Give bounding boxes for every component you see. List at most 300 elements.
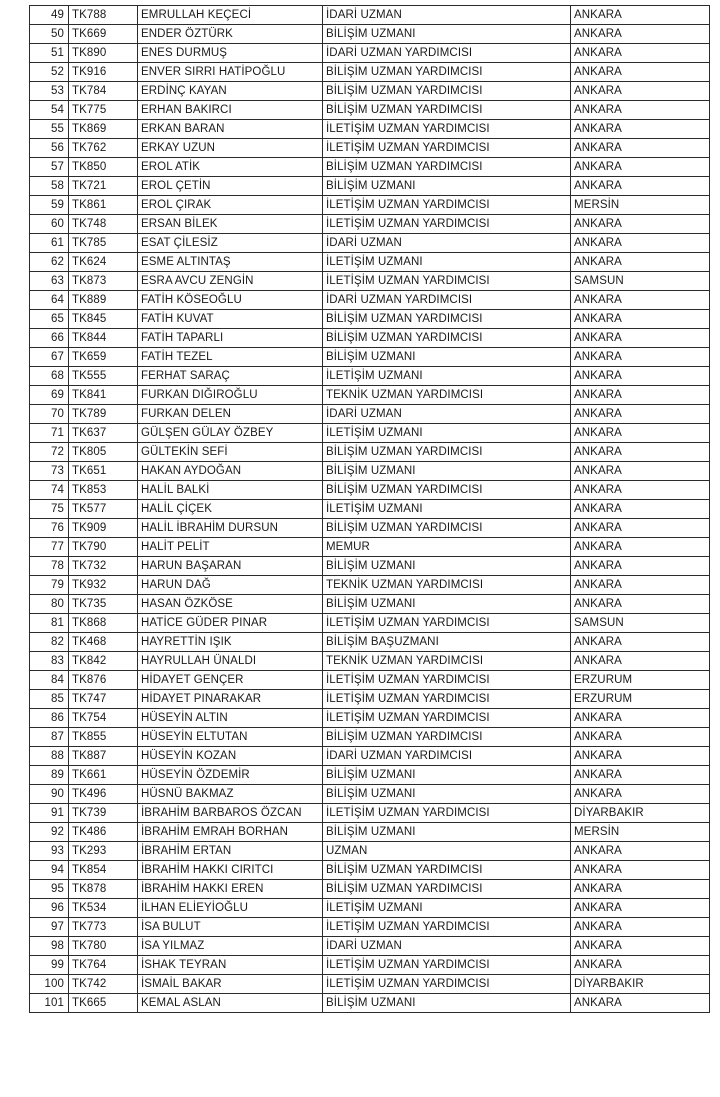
- job-title-cell: BİLİŞİM UZMANI: [323, 785, 571, 804]
- personnel-name-cell: HÜSEYİN ALTIN: [138, 709, 323, 728]
- city-cell: ANKARA: [571, 6, 710, 25]
- table-row: [30, 576, 710, 595]
- city-cell: DİYARBAKIR: [571, 804, 710, 823]
- city-cell: ANKARA: [571, 82, 710, 101]
- city-cell: ANKARA: [571, 747, 710, 766]
- city-cell: DİYARBAKIR: [571, 975, 710, 994]
- job-title-cell: İLETİŞİM UZMANI: [323, 424, 571, 443]
- row-number-cell: 51: [30, 44, 69, 63]
- row-number-cell: 83: [30, 652, 69, 671]
- personnel-code-cell: TK784: [69, 82, 138, 101]
- city-cell: ANKARA: [571, 215, 710, 234]
- job-title-cell: İLETİŞİM UZMAN YARDIMCISI: [323, 139, 571, 158]
- table-row: [30, 177, 710, 196]
- personnel-name-cell: ENDER ÖZTÜRK: [138, 25, 323, 44]
- row-number-cell: 94: [30, 861, 69, 880]
- row-number-cell: 97: [30, 918, 69, 937]
- table-row: [30, 614, 710, 633]
- table-row: [30, 63, 710, 82]
- personnel-name-cell: HALİL İBRAHİM DURSUN: [138, 519, 323, 538]
- personnel-name-cell: ERHAN BAKIRCI: [138, 101, 323, 120]
- row-number-cell: 53: [30, 82, 69, 101]
- table-row: [30, 82, 710, 101]
- job-title-cell: İLETİŞİM UZMAN YARDIMCISI: [323, 956, 571, 975]
- table-row: [30, 785, 710, 804]
- personnel-name-cell: HÜSEYİN KOZAN: [138, 747, 323, 766]
- job-title-cell: UZMAN: [323, 842, 571, 861]
- row-number-cell: 89: [30, 766, 69, 785]
- personnel-code-cell: TK850: [69, 158, 138, 177]
- row-number-cell: 77: [30, 538, 69, 557]
- city-cell: MERSİN: [571, 196, 710, 215]
- city-cell: ANKARA: [571, 842, 710, 861]
- personnel-code-cell: TK735: [69, 595, 138, 614]
- row-number-cell: 72: [30, 443, 69, 462]
- job-title-cell: İLETİŞİM UZMAN YARDIMCISI: [323, 120, 571, 139]
- city-cell: ANKARA: [571, 462, 710, 481]
- row-number-cell: 84: [30, 671, 69, 690]
- personnel-name-cell: ERKAY UZUN: [138, 139, 323, 158]
- row-number-cell: 82: [30, 633, 69, 652]
- job-title-cell: İDARİ UZMAN YARDIMCISI: [323, 747, 571, 766]
- city-cell: ANKARA: [571, 519, 710, 538]
- city-cell: ANKARA: [571, 880, 710, 899]
- row-number-cell: 92: [30, 823, 69, 842]
- table-row: [30, 994, 710, 1013]
- personnel-name-cell: HÜSEYİN ÖZDEMİR: [138, 766, 323, 785]
- table-row: [30, 880, 710, 899]
- personnel-name-cell: FATİH KÖSEOĞLU: [138, 291, 323, 310]
- personnel-code-cell: TK878: [69, 880, 138, 899]
- city-cell: ANKARA: [571, 557, 710, 576]
- job-title-cell: BİLİŞİM UZMANI: [323, 462, 571, 481]
- table-row: [30, 481, 710, 500]
- personnel-name-cell: HALİL ÇİÇEK: [138, 500, 323, 519]
- city-cell: ANKARA: [571, 633, 710, 652]
- job-title-cell: İDARİ UZMAN YARDIMCISI: [323, 44, 571, 63]
- job-title-cell: BİLİŞİM UZMAN YARDIMCISI: [323, 519, 571, 538]
- personnel-name-cell: İSA YILMAZ: [138, 937, 323, 956]
- table-row: [30, 234, 710, 253]
- personnel-code-cell: TK624: [69, 253, 138, 272]
- job-title-cell: İLETİŞİM UZMAN YARDIMCISI: [323, 215, 571, 234]
- city-cell: ANKARA: [571, 538, 710, 557]
- table-row: [30, 348, 710, 367]
- job-title-cell: BİLİŞİM UZMANI: [323, 595, 571, 614]
- row-number-cell: 55: [30, 120, 69, 139]
- personnel-code-cell: TK887: [69, 747, 138, 766]
- row-number-cell: 74: [30, 481, 69, 500]
- row-number-cell: 101: [30, 994, 69, 1013]
- row-number-cell: 64: [30, 291, 69, 310]
- job-title-cell: İDARİ UZMAN: [323, 234, 571, 253]
- personnel-name-cell: HAYRETTİN IŞIK: [138, 633, 323, 652]
- personnel-code-cell: TK742: [69, 975, 138, 994]
- table-row: [30, 861, 710, 880]
- row-number-cell: 99: [30, 956, 69, 975]
- row-number-cell: 58: [30, 177, 69, 196]
- row-number-cell: 81: [30, 614, 69, 633]
- row-number-cell: 75: [30, 500, 69, 519]
- job-title-cell: İLETİŞİM UZMAN YARDIMCISI: [323, 196, 571, 215]
- table-row: [30, 253, 710, 272]
- table-row: [30, 329, 710, 348]
- personnel-name-cell: ENVER SIRRI HATİPOĞLU: [138, 63, 323, 82]
- job-title-cell: BİLİŞİM UZMAN YARDIMCISI: [323, 82, 571, 101]
- row-number-cell: 78: [30, 557, 69, 576]
- personnel-name-cell: HARUN DAĞ: [138, 576, 323, 595]
- personnel-code-cell: TK555: [69, 367, 138, 386]
- personnel-code-cell: TK739: [69, 804, 138, 823]
- table-row: [30, 690, 710, 709]
- city-cell: ANKARA: [571, 443, 710, 462]
- city-cell: ANKARA: [571, 291, 710, 310]
- city-cell: ANKARA: [571, 937, 710, 956]
- row-number-cell: 68: [30, 367, 69, 386]
- job-title-cell: BİLİŞİM UZMAN YARDIMCISI: [323, 728, 571, 747]
- city-cell: ANKARA: [571, 481, 710, 500]
- city-cell: ANKARA: [571, 899, 710, 918]
- city-cell: ANKARA: [571, 424, 710, 443]
- personnel-name-cell: HARUN BAŞARAN: [138, 557, 323, 576]
- personnel-code-cell: TK669: [69, 25, 138, 44]
- table-row: [30, 6, 710, 25]
- city-cell: ANKARA: [571, 709, 710, 728]
- row-number-cell: 67: [30, 348, 69, 367]
- personnel-name-cell: HALİL BALKİ: [138, 481, 323, 500]
- personnel-name-cell: İSA BULUT: [138, 918, 323, 937]
- personnel-code-cell: TK788: [69, 6, 138, 25]
- city-cell: ANKARA: [571, 500, 710, 519]
- job-title-cell: BİLİŞİM UZMAN YARDIMCISI: [323, 481, 571, 500]
- table-row: [30, 443, 710, 462]
- row-number-cell: 88: [30, 747, 69, 766]
- table-row: [30, 956, 710, 975]
- row-number-cell: 93: [30, 842, 69, 861]
- row-number-cell: 87: [30, 728, 69, 747]
- personnel-code-cell: TK721: [69, 177, 138, 196]
- row-number-cell: 79: [30, 576, 69, 595]
- job-title-cell: TEKNİK UZMAN YARDIMCISI: [323, 386, 571, 405]
- city-cell: ANKARA: [571, 386, 710, 405]
- row-number-cell: 95: [30, 880, 69, 899]
- job-title-cell: BİLİŞİM UZMANI: [323, 557, 571, 576]
- city-cell: ANKARA: [571, 348, 710, 367]
- personnel-list-document: [29, 5, 709, 1013]
- job-title-cell: İLETİŞİM UZMANI: [323, 367, 571, 386]
- personnel-code-cell: TK577: [69, 500, 138, 519]
- row-number-cell: 80: [30, 595, 69, 614]
- table-row: [30, 804, 710, 823]
- row-number-cell: 96: [30, 899, 69, 918]
- table-row: [30, 842, 710, 861]
- personnel-name-cell: FURKAN DIĞIROĞLU: [138, 386, 323, 405]
- row-number-cell: 69: [30, 386, 69, 405]
- personnel-name-cell: HAKAN AYDOĞAN: [138, 462, 323, 481]
- personnel-name-cell: İSHAK TEYRAN: [138, 956, 323, 975]
- job-title-cell: BİLİŞİM UZMAN YARDIMCISI: [323, 63, 571, 82]
- table-row: [30, 424, 710, 443]
- job-title-cell: BİLİŞİM UZMAN YARDIMCISI: [323, 101, 571, 120]
- personnel-table-body: [30, 6, 710, 1013]
- city-cell: ANKARA: [571, 766, 710, 785]
- row-number-cell: 65: [30, 310, 69, 329]
- table-row: [30, 747, 710, 766]
- personnel-name-cell: FATİH TEZEL: [138, 348, 323, 367]
- personnel-name-cell: EROL ÇIRAK: [138, 196, 323, 215]
- personnel-code-cell: TK748: [69, 215, 138, 234]
- city-cell: ANKARA: [571, 994, 710, 1013]
- personnel-name-cell: ENES DURMUŞ: [138, 44, 323, 63]
- personnel-code-cell: TK775: [69, 101, 138, 120]
- table-row: [30, 899, 710, 918]
- table-row: [30, 557, 710, 576]
- table-row: [30, 367, 710, 386]
- personnel-code-cell: TK773: [69, 918, 138, 937]
- job-title-cell: BİLİŞİM UZMANI: [323, 994, 571, 1013]
- personnel-name-cell: ESME ALTINTAŞ: [138, 253, 323, 272]
- city-cell: SAMSUN: [571, 272, 710, 291]
- personnel-name-cell: ESRA AVCU ZENGİN: [138, 272, 323, 291]
- personnel-code-cell: TK651: [69, 462, 138, 481]
- job-title-cell: BİLİŞİM UZMANI: [323, 177, 571, 196]
- city-cell: ANKARA: [571, 576, 710, 595]
- city-cell: ANKARA: [571, 253, 710, 272]
- personnel-name-cell: FATİH TAPARLI: [138, 329, 323, 348]
- city-cell: ERZURUM: [571, 690, 710, 709]
- personnel-name-cell: İBRAHİM ERTAN: [138, 842, 323, 861]
- job-title-cell: İLETİŞİM UZMAN YARDIMCISI: [323, 709, 571, 728]
- job-title-cell: İLETİŞİM UZMAN YARDIMCISI: [323, 918, 571, 937]
- personnel-code-cell: TK732: [69, 557, 138, 576]
- table-row: [30, 519, 710, 538]
- city-cell: ANKARA: [571, 329, 710, 348]
- personnel-code-cell: TK534: [69, 899, 138, 918]
- row-number-cell: 98: [30, 937, 69, 956]
- job-title-cell: İLETİŞİM UZMAN YARDIMCISI: [323, 614, 571, 633]
- row-number-cell: 70: [30, 405, 69, 424]
- personnel-code-cell: TK873: [69, 272, 138, 291]
- personnel-name-cell: İBRAHİM HAKKI CIRITCI: [138, 861, 323, 880]
- personnel-code-cell: TK861: [69, 196, 138, 215]
- city-cell: ANKARA: [571, 234, 710, 253]
- city-cell: ANKARA: [571, 120, 710, 139]
- personnel-name-cell: GÜLŞEN GÜLAY ÖZBEY: [138, 424, 323, 443]
- table-row: [30, 766, 710, 785]
- table-row: [30, 291, 710, 310]
- row-number-cell: 56: [30, 139, 69, 158]
- job-title-cell: BİLİŞİM UZMAN YARDIMCISI: [323, 880, 571, 899]
- city-cell: ANKARA: [571, 63, 710, 82]
- row-number-cell: 85: [30, 690, 69, 709]
- city-cell: ANKARA: [571, 785, 710, 804]
- personnel-code-cell: TK909: [69, 519, 138, 538]
- city-cell: ANKARA: [571, 861, 710, 880]
- row-number-cell: 71: [30, 424, 69, 443]
- table-row: [30, 652, 710, 671]
- table-row: [30, 196, 710, 215]
- job-title-cell: BİLİŞİM UZMANI: [323, 823, 571, 842]
- city-cell: ANKARA: [571, 367, 710, 386]
- personnel-code-cell: TK841: [69, 386, 138, 405]
- row-number-cell: 86: [30, 709, 69, 728]
- table-row: [30, 101, 710, 120]
- job-title-cell: BİLİŞİM UZMAN YARDIMCISI: [323, 443, 571, 462]
- job-title-cell: İLETİŞİM UZMAN YARDIMCISI: [323, 671, 571, 690]
- personnel-code-cell: TK869: [69, 120, 138, 139]
- personnel-code-cell: TK890: [69, 44, 138, 63]
- table-row: [30, 386, 710, 405]
- city-cell: ANKARA: [571, 405, 710, 424]
- table-row: [30, 709, 710, 728]
- job-title-cell: MEMUR: [323, 538, 571, 557]
- city-cell: ANKARA: [571, 652, 710, 671]
- personnel-name-cell: EROL ATİK: [138, 158, 323, 177]
- personnel-code-cell: TK868: [69, 614, 138, 633]
- row-number-cell: 90: [30, 785, 69, 804]
- personnel-name-cell: İBRAHİM EMRAH BORHAN: [138, 823, 323, 842]
- personnel-name-cell: EROL ÇETİN: [138, 177, 323, 196]
- personnel-name-cell: İSMAİL BAKAR: [138, 975, 323, 994]
- row-number-cell: 49: [30, 6, 69, 25]
- table-row: [30, 595, 710, 614]
- job-title-cell: TEKNİK UZMAN YARDIMCISI: [323, 576, 571, 595]
- personnel-name-cell: İBRAHİM BARBAROS ÖZCAN: [138, 804, 323, 823]
- personnel-code-cell: TK805: [69, 443, 138, 462]
- personnel-table: [29, 5, 710, 1013]
- personnel-code-cell: TK853: [69, 481, 138, 500]
- city-cell: ANKARA: [571, 177, 710, 196]
- table-row: [30, 671, 710, 690]
- table-row: [30, 937, 710, 956]
- table-row: [30, 44, 710, 63]
- personnel-name-cell: HÜSEYİN ELTUTAN: [138, 728, 323, 747]
- job-title-cell: TEKNİK UZMAN YARDIMCISI: [323, 652, 571, 671]
- personnel-code-cell: TK789: [69, 405, 138, 424]
- row-number-cell: 62: [30, 253, 69, 272]
- personnel-code-cell: TK764: [69, 956, 138, 975]
- job-title-cell: İDARİ UZMAN YARDIMCISI: [323, 291, 571, 310]
- table-row: [30, 139, 710, 158]
- row-number-cell: 52: [30, 63, 69, 82]
- personnel-name-cell: HAYRULLAH ÜNALDI: [138, 652, 323, 671]
- job-title-cell: İLETİŞİM UZMAN YARDIMCISI: [323, 690, 571, 709]
- city-cell: ANKARA: [571, 158, 710, 177]
- table-row: [30, 975, 710, 994]
- city-cell: ANKARA: [571, 139, 710, 158]
- personnel-name-cell: İBRAHİM HAKKI EREN: [138, 880, 323, 899]
- job-title-cell: BİLİŞİM UZMANI: [323, 766, 571, 785]
- table-row: [30, 500, 710, 519]
- city-cell: MERSİN: [571, 823, 710, 842]
- personnel-name-cell: FURKAN DELEN: [138, 405, 323, 424]
- table-row: [30, 215, 710, 234]
- city-cell: ANKARA: [571, 918, 710, 937]
- city-cell: ERZURUM: [571, 671, 710, 690]
- personnel-code-cell: TK780: [69, 937, 138, 956]
- personnel-code-cell: TK468: [69, 633, 138, 652]
- city-cell: ANKARA: [571, 44, 710, 63]
- city-cell: ANKARA: [571, 310, 710, 329]
- personnel-code-cell: TK854: [69, 861, 138, 880]
- job-title-cell: İLETİŞİM UZMANI: [323, 253, 571, 272]
- personnel-name-cell: ERDİNÇ KAYAN: [138, 82, 323, 101]
- row-number-cell: 60: [30, 215, 69, 234]
- table-row: [30, 120, 710, 139]
- job-title-cell: BİLİŞİM UZMAN YARDIMCISI: [323, 329, 571, 348]
- personnel-code-cell: TK785: [69, 234, 138, 253]
- job-title-cell: İDARİ UZMAN: [323, 6, 571, 25]
- table-row: [30, 538, 710, 557]
- row-number-cell: 50: [30, 25, 69, 44]
- personnel-code-cell: TK844: [69, 329, 138, 348]
- table-row: [30, 823, 710, 842]
- personnel-name-cell: HİDAYET PINARAKAR: [138, 690, 323, 709]
- job-title-cell: İLETİŞİM UZMANI: [323, 500, 571, 519]
- job-title-cell: BİLİŞİM UZMANI: [323, 348, 571, 367]
- job-title-cell: İLETİŞİM UZMANI: [323, 899, 571, 918]
- personnel-name-cell: HÜSNÜ BAKMAZ: [138, 785, 323, 804]
- table-row: [30, 633, 710, 652]
- personnel-code-cell: TK496: [69, 785, 138, 804]
- job-title-cell: İDARİ UZMAN: [323, 937, 571, 956]
- personnel-name-cell: HİDAYET GENÇER: [138, 671, 323, 690]
- personnel-name-cell: ERKAN BARAN: [138, 120, 323, 139]
- personnel-code-cell: TK845: [69, 310, 138, 329]
- row-number-cell: 57: [30, 158, 69, 177]
- personnel-code-cell: TK842: [69, 652, 138, 671]
- job-title-cell: BİLİŞİM UZMAN YARDIMCISI: [323, 310, 571, 329]
- job-title-cell: İLETİŞİM UZMAN YARDIMCISI: [323, 272, 571, 291]
- personnel-name-cell: HASAN ÖZKÖSE: [138, 595, 323, 614]
- table-row: [30, 728, 710, 747]
- city-cell: SAMSUN: [571, 614, 710, 633]
- row-number-cell: 59: [30, 196, 69, 215]
- city-cell: ANKARA: [571, 595, 710, 614]
- personnel-code-cell: TK747: [69, 690, 138, 709]
- table-row: [30, 462, 710, 481]
- personnel-code-cell: TK754: [69, 709, 138, 728]
- table-row: [30, 25, 710, 44]
- personnel-name-cell: ERSAN BİLEK: [138, 215, 323, 234]
- personnel-code-cell: TK790: [69, 538, 138, 557]
- city-cell: ANKARA: [571, 728, 710, 747]
- personnel-name-cell: EMRULLAH KEÇECİ: [138, 6, 323, 25]
- personnel-code-cell: TK932: [69, 576, 138, 595]
- row-number-cell: 76: [30, 519, 69, 538]
- table-row: [30, 272, 710, 291]
- city-cell: ANKARA: [571, 25, 710, 44]
- personnel-name-cell: HALİT PELİT: [138, 538, 323, 557]
- personnel-name-cell: ESAT ÇİLESİZ: [138, 234, 323, 253]
- personnel-code-cell: TK916: [69, 63, 138, 82]
- city-cell: ANKARA: [571, 956, 710, 975]
- row-number-cell: 100: [30, 975, 69, 994]
- row-number-cell: 61: [30, 234, 69, 253]
- row-number-cell: 63: [30, 272, 69, 291]
- row-number-cell: 91: [30, 804, 69, 823]
- personnel-code-cell: TK665: [69, 994, 138, 1013]
- city-cell: ANKARA: [571, 101, 710, 120]
- personnel-code-cell: TK661: [69, 766, 138, 785]
- job-title-cell: İLETİŞİM UZMAN YARDIMCISI: [323, 975, 571, 994]
- personnel-code-cell: TK876: [69, 671, 138, 690]
- job-title-cell: BİLİŞİM UZMAN YARDIMCISI: [323, 861, 571, 880]
- personnel-name-cell: İLHAN ELİEYİOĞLU: [138, 899, 323, 918]
- table-row: [30, 918, 710, 937]
- job-title-cell: BİLİŞİM UZMANI: [323, 25, 571, 44]
- personnel-name-cell: FATİH KUVAT: [138, 310, 323, 329]
